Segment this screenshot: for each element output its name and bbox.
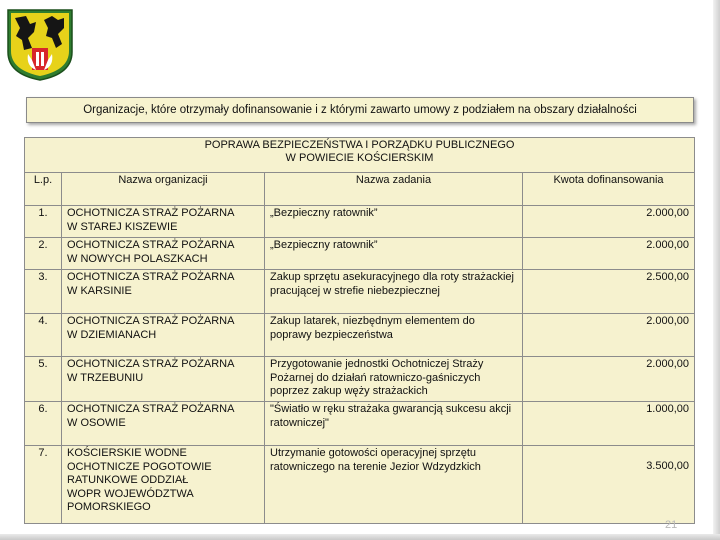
org-line1: OCHOTNICZA STRAŻ POŻARNA — [67, 358, 235, 370]
table-row — [25, 357, 695, 402]
section-title — [25, 138, 695, 173]
row-task: "Światło w ręku strażaka gwarancją sukcesu akcji ratowniczej" — [265, 402, 523, 446]
row-amount: 1.000,00 — [523, 402, 695, 446]
row-amount: 3.500,00 — [523, 446, 695, 524]
table-row — [25, 270, 695, 314]
coat-of-arms-logo — [6, 8, 74, 82]
org-line2: W NOWYCH POLASZKACH — [67, 252, 208, 265]
page-heading: Organizacje, które otrzymały dofinansowanie i z którymi zawarto umowy z podziałem na obszary działalności — [26, 97, 694, 123]
org-line1: OCHOTNICZA STRAŻ POŻARNA — [67, 207, 235, 219]
row-org — [62, 357, 265, 402]
row-lp: 6. — [25, 402, 62, 446]
page-number: 21 — [665, 519, 678, 531]
row-task: „Bezpieczny ratownik” — [265, 206, 523, 238]
row-lp: 2. — [25, 238, 62, 270]
bottom-edge-shadow — [0, 534, 720, 540]
header-amount: Kwota dofinansowania — [523, 173, 695, 206]
row-org: KOŚCIERSKIE WODNE OCHOTNICZE POGOTOWIE RATUNKOWE ODDZIAŁ WOPR WOJEWÓDZTWA POMORSKIEGO — [62, 446, 265, 524]
row-amount: 2.000,00 — [523, 314, 695, 357]
table-row — [25, 206, 695, 238]
row-task: Przygotowanie jednostki Ochotniczej Straży Pożarnej do działań ratowniczo-gaśniczych poprzez zakup węży strażackich — [265, 357, 523, 402]
org-line1: OCHOTNICZA STRAŻ POŻARNA — [67, 239, 235, 251]
right-edge-shadow — [713, 0, 720, 540]
row-task: Utrzymanie gotowości operacyjnej sprzętu ratowniczego na terenie Jezior Wdzydzkich — [265, 446, 523, 524]
org-line2: W DZIEMIANACH — [67, 328, 157, 341]
table-row — [25, 314, 695, 357]
row-amount: 2.500,00 — [523, 270, 695, 314]
table-row — [25, 402, 695, 446]
section-title-line2: W POWIECIE KOŚCIERSKIM — [285, 151, 434, 164]
row-task: Zakup sprzętu asekuracyjnego dla roty strażackiej pracującej w strefie niebezpiecznej — [265, 270, 523, 314]
row-amount: 2.000,00 — [523, 357, 695, 402]
row-org — [62, 206, 265, 238]
section-title-line1: POPRAWA BEZPIECZEŃSTWA I PORZĄDKU PUBLICZNEGO — [204, 139, 515, 151]
row-amount: 2.000,00 — [523, 206, 695, 238]
org-line2: W TRZEBUNIU — [67, 371, 144, 384]
row-org — [62, 270, 265, 314]
table-row — [25, 238, 695, 270]
header-row — [25, 173, 695, 206]
org-line1: OCHOTNICZA STRAŻ POŻARNA — [67, 403, 235, 415]
row-lp: 1. — [25, 206, 62, 238]
table-row — [25, 446, 695, 524]
row-task: „Bezpieczny ratownik” — [265, 238, 523, 270]
row-org — [62, 402, 265, 446]
org-line2: W OSOWIE — [67, 416, 126, 429]
org-line2: W STAREJ KISZEWIE — [67, 220, 178, 233]
org-line2: W KARSINIE — [67, 284, 132, 297]
row-org — [62, 238, 265, 270]
row-lp: 5. — [25, 357, 62, 402]
header-task: Nazwa zadania — [265, 173, 523, 206]
row-lp: 3. — [25, 270, 62, 314]
header-org: Nazwa organizacji — [62, 173, 265, 206]
row-lp: 7. — [25, 446, 62, 524]
section-title-row — [25, 138, 695, 173]
row-amount: 2.000,00 — [523, 238, 695, 270]
row-org — [62, 314, 265, 357]
row-lp: 4. — [25, 314, 62, 357]
header-lp: L.p. — [25, 173, 62, 206]
grants-table — [24, 137, 695, 524]
row-task: Zakup latarek, niezbędnym elementem do poprawy bezpieczeństwa — [265, 314, 523, 357]
org-line1: OCHOTNICZA STRAŻ POŻARNA — [67, 271, 235, 283]
org-line1: OCHOTNICZA STRAŻ POŻARNA — [67, 315, 235, 327]
